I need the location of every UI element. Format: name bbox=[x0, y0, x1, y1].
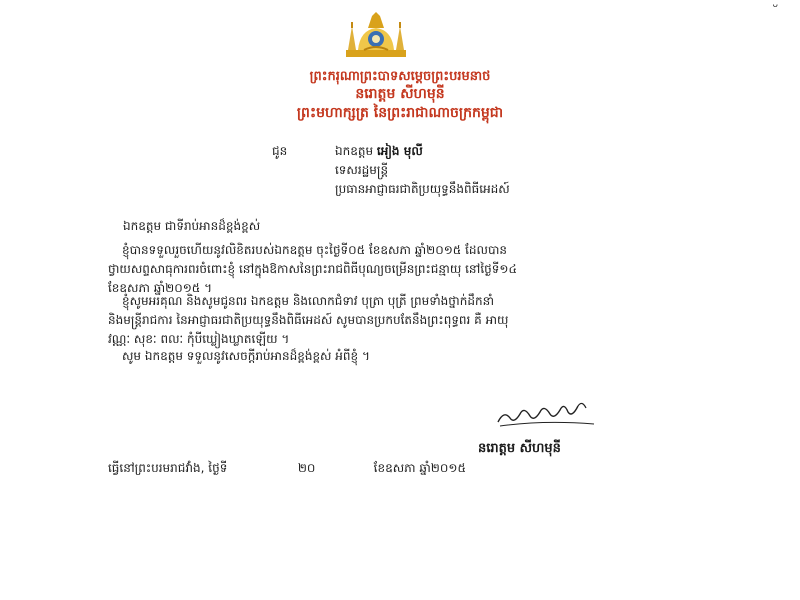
date-day: ២០ bbox=[297, 461, 316, 475]
body-paragraph-1 bbox=[108, 241, 688, 298]
letterhead-subtitle: ព្រះមហាក្សត្រ នៃព្រះរាជាណាចក្រកម្ពុជា bbox=[296, 105, 504, 121]
paragraph-line: វណ្ណៈ សុខៈ ពលៈ កុំបីឃ្លៀងឃ្លាតឡើយ ។ bbox=[108, 332, 290, 346]
handwritten-signature bbox=[494, 396, 604, 430]
recipient-line-1 bbox=[335, 143, 423, 161]
paragraph-line: ខែឧសភា ឆ្នាំ២០១៥ ។ bbox=[108, 281, 213, 295]
paragraph-line: ខ្ញុំសូមអរគុណ និងសូមជូនពរ ឯកឧត្តម និងលោកជំទាវ បុត្រា បុត្រី ព្រមទាំងថ្នាក់ដឹកនាំ bbox=[122, 294, 494, 308]
letterhead-title: ព្រះករុណាព្រះបាទសម្ដេចព្រះបរមនាថ bbox=[309, 69, 491, 84]
body-paragraph-2 bbox=[108, 292, 688, 349]
date-month-year: ខែឧសភា ឆ្នាំ២០១៥ bbox=[373, 461, 466, 475]
date-line bbox=[108, 460, 466, 478]
paragraph-line: សូម ឯកឧត្តម ទទួលនូវសេចក្ដីរាប់អានដ៏ខ្ពង់ខ្ពស់ អំពីខ្ញុំ ។ bbox=[122, 349, 370, 363]
recipient-name: អៀង មុលី bbox=[376, 144, 423, 158]
recipient-label: ជូន bbox=[272, 144, 288, 158]
letterhead-king-name: នរោត្តម សីហមុនី bbox=[355, 86, 445, 102]
paragraph-line: និងមន្ត្រីរាជការ នៃអាជ្ញាធរជាតិប្រយុទ្ធនឹងពិធីអេដស៍ សូមបានប្រកបតែនឹងព្រះពុទ្ធពរ គឺ អាយុ bbox=[108, 313, 509, 327]
paragraph-line: ថ្វាយសព្ទសាធុការពរចំពោះខ្ញុំ នៅក្នុងឱកាសនៃព្រះរាជពិធីបុណ្យចម្រើនព្រះជន្មាយុ នៅថ្ងៃទី១៤ bbox=[108, 262, 517, 276]
paragraph-line: ខ្ញុំបានទទួលរួចហើយនូវលិខិតរបស់ឯកឧត្តម ចុះថ្ងៃទី០៥ ខែឧសភា ឆ្នាំ២០១៥ ដែលបាន bbox=[122, 243, 507, 257]
date-place: ធ្វើនៅព្រះបរមរាជវាំង, ថ្ងៃទី bbox=[108, 461, 228, 475]
salutation: ឯកឧត្តម ជាទីរាប់អានដ៏ខ្ពង់ខ្ពស់ bbox=[123, 219, 261, 233]
royal-coat-of-arms-icon bbox=[342, 12, 410, 62]
corner-mark: ᴗ bbox=[772, 0, 778, 10]
recipient-title: ឯកឧត្តម bbox=[335, 144, 374, 158]
signatory-name: នរោត្តម សីហមុនី bbox=[478, 441, 561, 456]
recipient-organization: ប្រធានអាជ្ញាធរជាតិប្រយុទ្ធនឹងពិធីអេដស៍ bbox=[335, 182, 510, 196]
recipient-position: ទេសរដ្ឋមន្ត្រី bbox=[335, 163, 389, 177]
body-paragraph-3 bbox=[108, 347, 688, 366]
